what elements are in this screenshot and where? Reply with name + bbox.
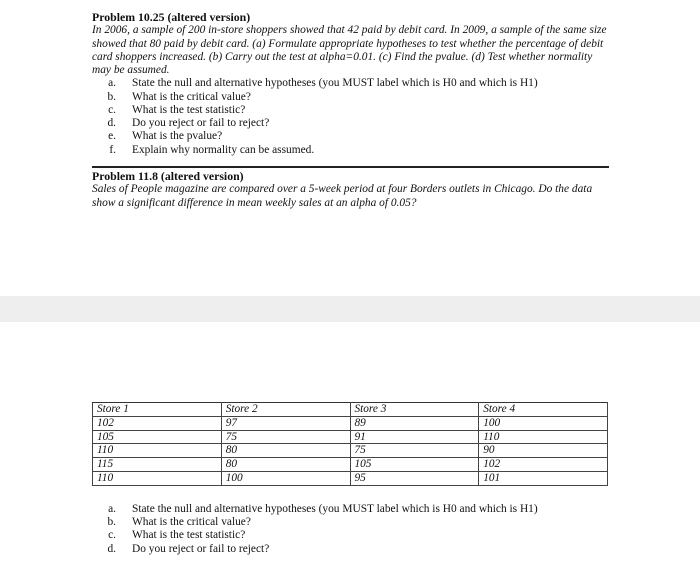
table-cell: 110 xyxy=(479,430,608,444)
table-cell: 89 xyxy=(350,416,479,430)
table-cell: 100 xyxy=(479,416,608,430)
table-cell: 102 xyxy=(93,416,222,430)
table-cell: 75 xyxy=(350,444,479,458)
table-cell: 110 xyxy=(93,471,222,485)
table-cell: 75 xyxy=(221,430,350,444)
table-row xyxy=(93,444,608,458)
list-item: a. State the null and alternative hypotheses (you MUST label which is H0 and which is H1) xyxy=(108,77,538,90)
table-cell: 97 xyxy=(221,416,350,430)
list-item: c. What is the test statistic? xyxy=(108,103,246,116)
list-item: d. Do you reject or fail to reject? xyxy=(107,542,270,555)
table-row xyxy=(93,430,608,444)
problem-2-description: Sales of People magazine are compared over a 5-week period at four Borders outlets in Chicago. Do the data show a significant difference in mean weekly sales at an alpha of 0.05? xyxy=(92,183,593,209)
table-cell: 101 xyxy=(479,471,608,485)
list-item: d. Do you reject or fail to reject? xyxy=(107,117,270,130)
table-cell: 91 xyxy=(350,430,479,444)
column-header: Store 4 xyxy=(479,403,608,417)
problem-2-question-list xyxy=(92,503,612,556)
table-row xyxy=(93,471,608,485)
problem-1-description: In 2006, a sample of 200 in-store shoppers showed that 42 paid by debit card. In 2009, a sample of the same size showed that 80 paid by debit card. (a) Formulate appropriate hypotheses to test whether the percentage of debit card shoppers increased. (b) Carry out the test at alpha=0.01. (c) Find the pvalue. (d) Test whether normality may be assumed. xyxy=(92,24,607,77)
problem-11-8-questions xyxy=(92,503,612,556)
table-cell: 105 xyxy=(350,458,479,472)
problem-11-8-section xyxy=(92,170,612,210)
column-header: Store 2 xyxy=(221,403,350,417)
table-cell: 100 xyxy=(221,471,350,485)
list-item: e. What is the pvalue? xyxy=(108,130,223,143)
problem-10-25-section xyxy=(92,11,612,157)
list-item: b. What is the critical value? xyxy=(107,90,251,103)
table-row xyxy=(93,416,608,430)
column-header: Store 3 xyxy=(350,403,479,417)
table-cell: 115 xyxy=(93,458,222,472)
problem-1-title: Problem 10.25 (altered version) xyxy=(92,10,251,24)
table-cell: 105 xyxy=(93,430,222,444)
table-cell: 80 xyxy=(221,444,350,458)
problem-1-question-list xyxy=(92,77,612,156)
table-header-row xyxy=(93,403,608,417)
table-cell: 110 xyxy=(93,444,222,458)
problem-2-title: Problem 11.8 (altered version) xyxy=(92,169,244,183)
list-item: a. State the null and alternative hypotheses (you MUST label which is H0 and which is H1) xyxy=(108,503,538,515)
list-item: c. What is the test statistic? xyxy=(108,529,246,542)
column-header: Store 1 xyxy=(93,403,222,417)
table-cell: 95 xyxy=(350,471,479,485)
table-cell: 80 xyxy=(221,458,350,472)
section-divider xyxy=(92,166,609,168)
table-cell: 90 xyxy=(479,444,608,458)
table-row xyxy=(93,458,608,472)
document-page-2 xyxy=(0,322,700,570)
list-item: f. Explain why normality can be assumed. xyxy=(109,143,315,156)
store-sales-table xyxy=(92,402,608,486)
list-item: b. What is the critical value? xyxy=(107,516,251,529)
table-cell: 102 xyxy=(479,458,608,472)
